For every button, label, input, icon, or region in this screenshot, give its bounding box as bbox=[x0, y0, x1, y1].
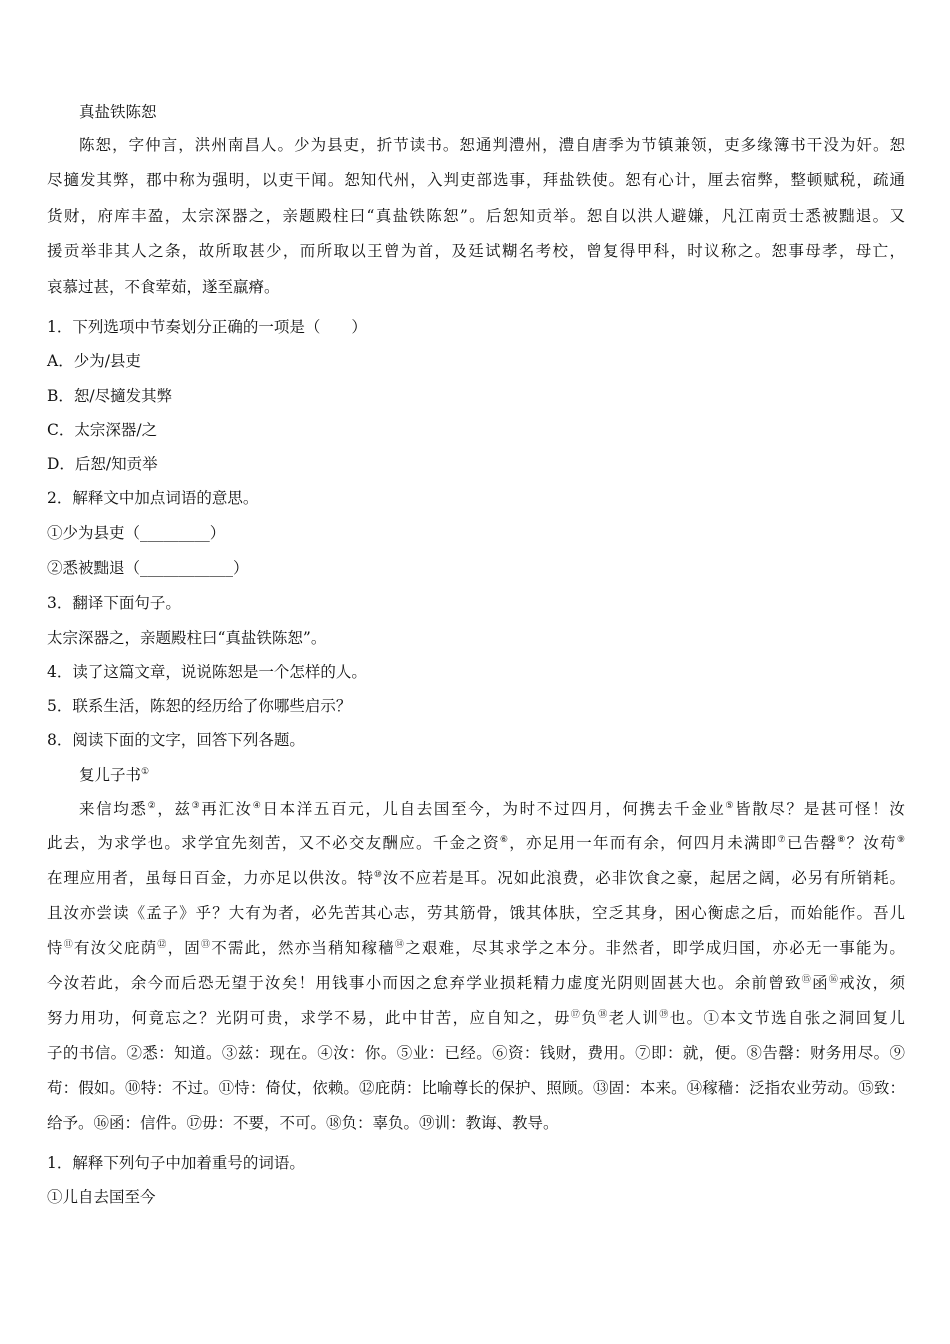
passage2-title bbox=[79, 765, 905, 785]
question-3: 3．翻译下面句子。 bbox=[47, 594, 181, 612]
text-segment: 努力用功，何竟忘之？光阴可贵，求学不易，此中甘苦，应自知之，毋 bbox=[47, 1009, 571, 1027]
question-8: 8．阅读下面的文字，回答下列各题。 bbox=[47, 731, 305, 749]
text-segment: ，固 bbox=[167, 939, 202, 957]
passage1-line: 哀慕过甚，不食荤茹，遂至羸瘠。 bbox=[47, 278, 280, 296]
footnote-marker: ⑱ bbox=[598, 1010, 609, 1020]
passage1-line: 货财，府库丰盈，太宗深器之，亲题殿柱曰“真盐铁陈恕”。后恕知贡举。恕自以洪人避嫌，凡江南贡士悉被黜退。又 bbox=[47, 207, 905, 225]
footnote-marker: ③ bbox=[191, 801, 202, 811]
footnote-marker: ⑥ bbox=[499, 835, 510, 845]
footnote-marker: ① bbox=[141, 767, 150, 777]
footnote-marker: ⑪ bbox=[63, 940, 74, 950]
question-1: 1．下列选项中节奏划分正确的一项是（ ） bbox=[47, 318, 367, 336]
footnote-marker: ⑧ bbox=[837, 835, 847, 845]
passage2-line bbox=[47, 1078, 905, 1098]
passage1-line: 陈恕，字仲言，洪州南昌人。少为县吏，折节读书。恕通判澧州，澧自唐季为节镇兼领，吏多缘簿书干没为奸。恕 bbox=[79, 136, 905, 154]
text-segment: 不需此，然亦当稍知稼穑 bbox=[211, 939, 395, 957]
text-segment: 已告罄 bbox=[786, 834, 838, 852]
passage2-line bbox=[79, 799, 905, 819]
text-segment: 日本洋五百元，儿自去国至今，为时不过四月，何携去千金业 bbox=[262, 800, 726, 818]
footnote-marker: ④ bbox=[252, 801, 263, 811]
passage2-line bbox=[47, 1043, 905, 1063]
question-2-item-2: ②悉被黜退（____________） bbox=[47, 559, 249, 577]
text-segment: 来信均悉 bbox=[79, 800, 148, 818]
text-segment: 给予。⑯函：信件。⑰毋：不要，不可。⑱负：辜负。⑲训：教诲、教导。 bbox=[47, 1114, 559, 1132]
text-segment: 恃 bbox=[47, 939, 64, 957]
text-segment: 再汇汝 bbox=[201, 800, 253, 818]
question-2: 2．解释文中加点词语的意思。 bbox=[47, 489, 259, 507]
footnote-marker: ⑫ bbox=[157, 940, 168, 950]
option-c: C．太宗深器/之 bbox=[47, 421, 158, 439]
passage1-title: 真盐铁陈恕 bbox=[79, 103, 157, 121]
question-5: 5．联系生活，陈恕的经历给了你哪些启示？ bbox=[47, 697, 352, 715]
text-segment: ，亦足用一年而有余，何四月未满即 bbox=[509, 834, 778, 852]
text-segment: 复儿子书 bbox=[79, 766, 142, 784]
text-segment: 负 bbox=[581, 1009, 599, 1027]
text-segment: 子的书信。②悉：知道。③兹：现在。④汝：你。⑤业：已经。⑥资：钱财，费用。⑦即：就，便。⑧告罄：财务用尽。⑨ bbox=[47, 1044, 905, 1062]
passage2-line bbox=[47, 1113, 905, 1133]
passage2-line bbox=[47, 938, 905, 958]
footnote-marker: ⑲ bbox=[659, 1010, 670, 1020]
passage2-line bbox=[47, 868, 905, 888]
footnote-marker: ⑩ bbox=[373, 870, 383, 880]
passage1-line: 尽擿发其弊，郡中称为强明，以吏干闻。恕知代州，入判吏部选事，拜盐铁使。恕有心计，厘去宿弊，整顿赋税，疏通 bbox=[47, 171, 905, 189]
question-4: 4．读了这篇文章，说说陈恕是一个怎样的人。 bbox=[47, 663, 367, 681]
option-a: A．少为/县吏 bbox=[47, 352, 141, 370]
footnote-marker: ⑰ bbox=[570, 1010, 582, 1020]
text-segment: 汝不应若是耳。况如此浪费，必非饮食之豪，起居之阔，必另有所销耗。 bbox=[382, 869, 905, 887]
text-segment: 有汝父庇荫 bbox=[73, 939, 158, 957]
text-segment: 在理应用者，虽每日百金，力亦足以供汝。特 bbox=[47, 869, 374, 887]
text-segment: 也。①本文节选自张之洞回复儿 bbox=[669, 1009, 905, 1027]
question-2-1-item-1: ①儿自去国至今 bbox=[47, 1188, 156, 1206]
footnote-marker: ⑯ bbox=[828, 975, 840, 985]
footnote-marker: ⑦ bbox=[777, 835, 787, 845]
text-segment: 老人训 bbox=[608, 1009, 660, 1027]
footnote-marker: ⑨ bbox=[896, 835, 905, 845]
text-segment: 函 bbox=[812, 974, 829, 992]
passage1-line: 援贡举非其人之条，故所取甚少，而所取以王曾为首，及廷试糊名考校，曾复得甲科，时议称之。恕事母孝，母亡， bbox=[47, 242, 905, 260]
passage2-line bbox=[47, 1008, 905, 1028]
text-segment: 之艰难，尽其求学之本分。非然者，即学成归国，亦必无一事能为。 bbox=[405, 939, 905, 957]
text-segment: 皆散尽？是甚可怪！汝 bbox=[735, 800, 905, 818]
option-d: D．后恕/知贡举 bbox=[47, 455, 158, 473]
passage2-line bbox=[47, 833, 905, 853]
text-segment: 且汝亦尝读《孟子》乎？大有为者，必先苦其心志，劳其筋骨，饿其体肤，空乏其身，困心衡虑之后，而始能作。吾儿 bbox=[47, 904, 905, 922]
question-2-item-1: ①少为县吏（_________） bbox=[47, 524, 226, 542]
question-3-sentence: 太宗深器之，亲题殿柱曰“真盐铁陈恕”。 bbox=[47, 629, 327, 647]
question-2-1: 1．解释下列句子中加着重号的词语。 bbox=[47, 1154, 305, 1172]
footnote-marker: ⑮ bbox=[801, 975, 813, 985]
text-segment: 戒汝，须 bbox=[839, 974, 905, 992]
text-segment: 苟：假如。⑩特：不过。⑪恃：倚仗，依赖。⑫庇荫：比喻尊长的保护、照顾。⑬固：本来。⑭稼穑：泛指农业劳动。⑮致： bbox=[47, 1079, 905, 1097]
text-segment: 此去，为求学也。求学宜先刻苦，又不必交友酬应。千金之资 bbox=[47, 834, 500, 852]
footnote-marker: ⑭ bbox=[394, 940, 406, 950]
footnote-marker: ⑬ bbox=[201, 940, 212, 950]
text-segment: 今汝若此，余今而后恐无望于汝矣！用钱事小而因之怠弃学业损耗精力虚度光阴则固甚大也。余前曾致 bbox=[47, 974, 802, 992]
passage2-line bbox=[47, 903, 905, 923]
footnote-marker: ② bbox=[147, 801, 158, 811]
passage2-line bbox=[47, 973, 905, 993]
text-segment: ，兹 bbox=[157, 800, 192, 818]
footnote-marker: ⑤ bbox=[725, 801, 736, 811]
option-b: B．恕/尽擿发其弊 bbox=[47, 387, 173, 405]
text-segment: ？汝苟 bbox=[846, 834, 897, 852]
